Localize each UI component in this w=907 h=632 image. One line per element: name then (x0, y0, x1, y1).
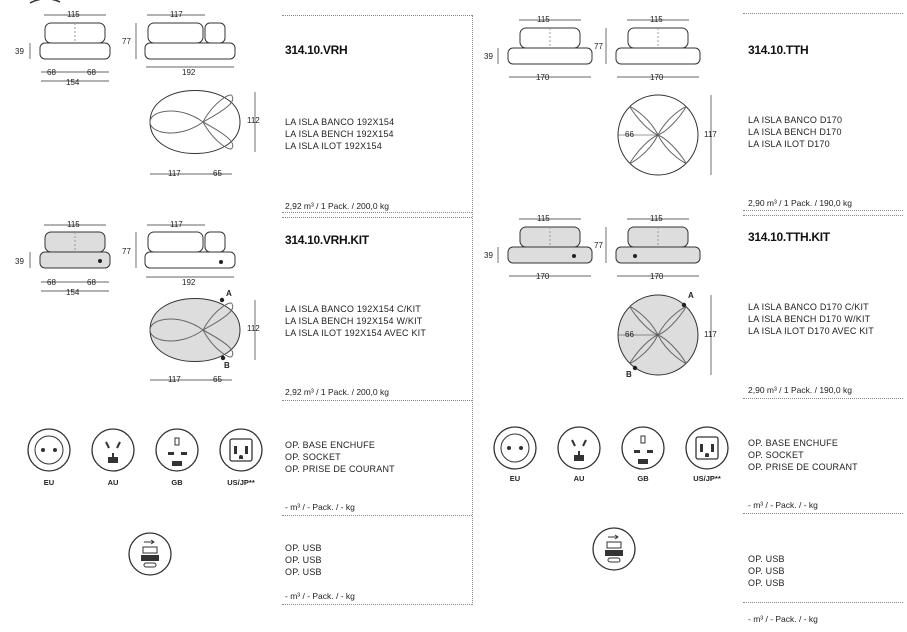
divider (743, 210, 903, 211)
us-socket-icon (220, 429, 262, 471)
description-line: OP. USB (285, 543, 322, 553)
description-line: OP. USB (285, 555, 322, 565)
usb-description (285, 542, 322, 578)
divider (282, 212, 472, 213)
bench-tth-kit-technical-drawing (478, 210, 738, 390)
mark-a: A (688, 291, 694, 300)
dim-radius: 66 (625, 130, 634, 139)
product-footer: 2,92 m³ / 1 Pack. / 200,0 kg (285, 387, 389, 397)
description-line: OP. USB (748, 566, 785, 576)
product-vrh-kit-drawings (0, 215, 280, 390)
dim-height-left: 39 (484, 52, 493, 61)
description-line: LA ISLA ILOT D170 AVEC KIT (748, 326, 874, 336)
dim-total: 170 (536, 73, 550, 82)
usb-icon-svg (127, 531, 173, 577)
dim-top-a: 117 (168, 169, 181, 178)
dim-front-width: 115 (537, 15, 550, 24)
socket-label-gb: GB (637, 474, 649, 483)
divider (282, 15, 472, 16)
socket-label-eu: EU (43, 478, 55, 487)
product-footer: 2,90 m³ / 1 Pack. / 190,0 kg (748, 385, 852, 395)
product-footer: 2,90 m³ / 1 Pack. / 190,0 kg (748, 198, 852, 208)
product-description (285, 116, 394, 152)
usb-footer: - m³ / - Pack. / - kg (748, 614, 818, 624)
description-line: OP. USB (748, 554, 785, 564)
product-code: 314.10.VRH (285, 43, 348, 57)
description-line: OP. SOCKET (285, 452, 341, 462)
divider (743, 13, 903, 14)
description-line: LA ISLA BANCO 192X154 C/KIT (285, 304, 421, 314)
column-separator (472, 15, 473, 605)
description-line: LA ISLA BANCO 192X154 (285, 117, 395, 127)
dim-side-total: 192 (182, 68, 196, 77)
gb-socket-icon (156, 429, 198, 471)
description-line: OP. SOCKET (748, 450, 804, 460)
dim-top-a: 117 (168, 375, 181, 384)
dim-side-width: 117 (170, 10, 183, 19)
dim-total: 154 (66, 288, 80, 297)
gb-socket-icon (622, 427, 664, 469)
product-tth-drawings (478, 0, 738, 210)
description-line: LA ISLA BENCH D170 (748, 127, 842, 137)
usb-footer: - m³ / - Pack. / - kg (285, 591, 355, 601)
socket-icons-svg (492, 426, 742, 474)
usb-description (748, 553, 785, 589)
dim-seg-a: 68 (47, 68, 56, 77)
usb-icon-svg (591, 526, 637, 572)
mark-b: B (626, 370, 632, 379)
dim-height-right: 77 (122, 247, 131, 256)
socket-description (285, 439, 395, 475)
divider (743, 513, 903, 514)
au-socket-icon (92, 429, 134, 471)
description-line: OP. USB (748, 578, 785, 588)
divider (282, 515, 472, 516)
description-line: LA ISLA BENCH 192X154 W/KIT (285, 316, 423, 326)
description-line: LA ISLA BENCH 192X154 (285, 129, 394, 139)
description-line: LA ISLA BANCO D170 C/KIT (748, 302, 869, 312)
product-footer: 2,92 m³ / 1 Pack. / 200,0 kg (285, 201, 389, 211)
product-tth-kit-drawings (478, 210, 738, 390)
socket-icons-left (26, 428, 276, 487)
product-code: 314.10.VRH.KIT (285, 233, 369, 247)
dim-side-total: 170 (650, 272, 664, 281)
socket-label-eu: EU (509, 474, 521, 483)
dim-front-width: 115 (537, 214, 550, 223)
dim-diameter: 117 (704, 330, 717, 339)
dim-side-width: 117 (170, 220, 183, 229)
socket-label-au: AU (573, 474, 585, 483)
product-description (285, 303, 426, 339)
bench-tth-technical-drawing (478, 0, 738, 200)
socket-footer: - m³ / - Pack. / - kg (748, 500, 818, 510)
description-line: LA ISLA BANCO D170 (748, 115, 843, 125)
mark-a: A (226, 289, 232, 298)
description-line: OP. BASE ENCHUFE (748, 438, 839, 448)
dim-height-right: 77 (594, 42, 603, 51)
dim-height-right: 77 (122, 37, 131, 46)
dim-top-b: 65 (213, 375, 222, 384)
divider (282, 400, 472, 401)
dim-height-left: 39 (484, 251, 493, 260)
divider (743, 215, 903, 216)
dim-height-left: 39 (15, 257, 24, 266)
dim-radius: 66 (625, 330, 634, 339)
product-code: 314.10.TTH (748, 43, 809, 57)
us-socket-icon (686, 427, 728, 469)
dim-side-width: 115 (650, 214, 663, 223)
socket-label-gb: GB (171, 478, 183, 487)
dim-top-b: 65 (213, 169, 222, 178)
mark-b: B (224, 361, 230, 370)
bench-vrh-kit-technical-drawing (0, 215, 280, 390)
description-line: OP. USB (285, 567, 322, 577)
divider (743, 602, 903, 603)
description-line: LA ISLA ILOT D170 (748, 139, 830, 149)
socket-footer: - m³ / - Pack. / - kg (285, 502, 355, 512)
product-description (748, 301, 874, 337)
product-vrh-drawings (0, 0, 280, 210)
dim-total: 154 (66, 78, 80, 87)
dim-seg-b: 68 (87, 278, 96, 287)
dim-height-left: 39 (15, 47, 24, 56)
dim-height-right: 77 (594, 241, 603, 250)
eu-socket-icon (494, 427, 536, 469)
usb-icon (127, 531, 173, 582)
description-line: LA ISLA ILOT 192X154 AVEC KIT (285, 328, 427, 338)
eu-socket-icon (28, 429, 70, 471)
dim-top-depth: 112 (247, 324, 260, 333)
dim-total: 170 (536, 272, 550, 281)
socket-label-us: US/JP** (693, 474, 721, 483)
description-line: OP. BASE ENCHUFE (285, 440, 376, 450)
dim-front-width: 115 (67, 220, 80, 229)
socket-label-au: AU (107, 478, 119, 487)
dim-side-total: 170 (650, 73, 664, 82)
bench-vrh-technical-drawing (0, 0, 280, 200)
dim-side-width: 115 (650, 15, 663, 24)
socket-description (748, 437, 858, 473)
socket-label-us: US/JP** (227, 478, 255, 487)
divider (282, 604, 472, 605)
dim-seg-a: 68 (47, 278, 56, 287)
divider (743, 398, 903, 399)
product-description (748, 114, 842, 150)
product-code: 314.10.TTH.KIT (748, 230, 830, 244)
dim-diameter: 117 (704, 130, 717, 139)
dim-seg-b: 68 (87, 68, 96, 77)
au-socket-icon (558, 427, 600, 469)
description-line: OP. PRISE DE COURANT (748, 462, 858, 472)
dim-front-width: 115 (67, 10, 80, 19)
dim-side-total: 192 (182, 278, 196, 287)
divider (282, 217, 472, 218)
description-line: LA ISLA BENCH D170 W/KIT (748, 314, 871, 324)
dim-top-depth: 112 (247, 116, 260, 125)
socket-icons-right (492, 426, 742, 483)
socket-icons-svg (26, 428, 276, 476)
description-line: LA ISLA ILOT 192X154 (285, 141, 382, 151)
usb-icon (591, 526, 637, 577)
description-line: OP. PRISE DE COURANT (285, 464, 395, 474)
